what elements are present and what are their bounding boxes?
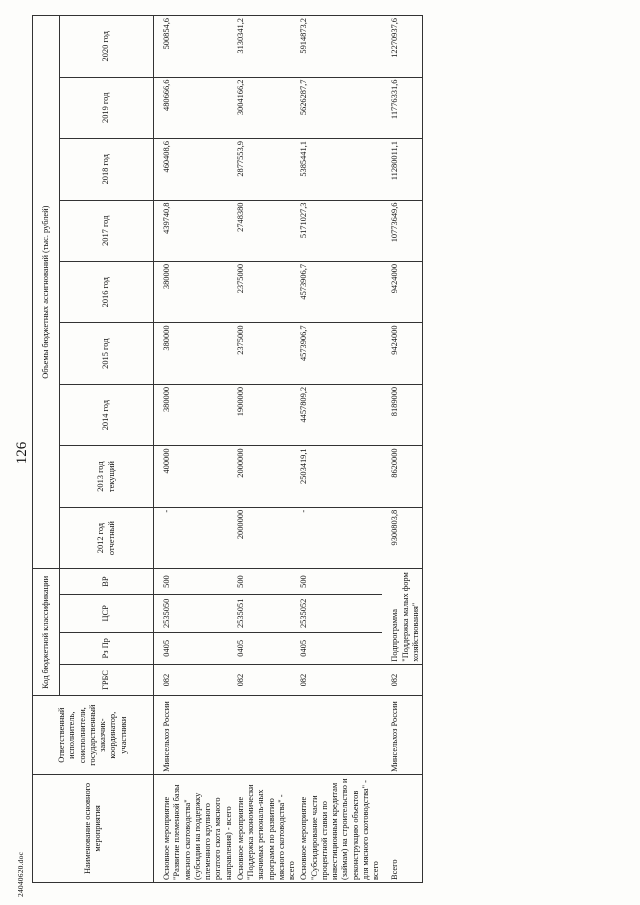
header-year: 2013 год текущий (60, 446, 154, 507)
value-cell: 2503419,1 (298, 446, 382, 507)
grbs-cell: 082 (235, 664, 299, 696)
value-cell: 10773649,6 (382, 200, 422, 261)
page-number: 126 (14, 441, 30, 465)
value-cell: 9424000 (382, 323, 422, 384)
header-year: 2016 год (60, 261, 154, 322)
header-kbk-group: Код бюджетной классификации (33, 569, 60, 696)
value-cell: 380000 (154, 384, 235, 445)
header-year: 2018 год (60, 139, 154, 200)
value-cell: 3130341,2 (235, 16, 299, 78)
value-cell: 380000 (154, 323, 235, 384)
value-cell: 4573906,7 (298, 323, 382, 384)
table-row (154, 16, 235, 883)
value-cell: 2000000 (235, 507, 299, 568)
value-cell: 2000000 (235, 446, 299, 507)
value-cell: 9300803,8 (382, 507, 422, 568)
header-vr: ВР (60, 569, 154, 594)
budget-table (32, 15, 423, 883)
header-year: 2014 год (60, 384, 154, 445)
value-cell: 5171027,3 (298, 200, 382, 261)
value-cell: 380000 (154, 261, 235, 322)
total-grbs: 082 (382, 664, 422, 696)
measure-name: Основное мероприятие "Субсидирование части процентной ставки по инвестиционным кредитам (займам) на строительство и реконструкцию объектов для мясного скотоводства" - всего (298, 774, 382, 882)
header-year: 2017 год (60, 200, 154, 261)
header-name: Наименование основного мероприятия (33, 774, 154, 882)
table-row (235, 16, 299, 883)
csr-cell: 2535051 (235, 594, 299, 632)
value-cell: 5626287,7 (298, 77, 382, 138)
value-cell: 2375000 (235, 323, 299, 384)
measure-name: Основное мероприятие "Развитие племенной базы мясного скотоводства" (субсидии на поддержку племенного крупного рогатого скота мясного направления) - всего (154, 774, 235, 882)
value-cell: 400000 (154, 446, 235, 507)
header-year: 2020 год (60, 16, 154, 78)
value-cell: - (154, 507, 235, 568)
value-cell: 480666,6 (154, 77, 235, 138)
grbs-cell: 082 (298, 664, 382, 696)
value-cell: 9424000 (382, 261, 422, 322)
header-grbs: ГРБС (60, 664, 154, 696)
vr-cell: 500 (154, 569, 235, 594)
value-cell: 5914873,2 (298, 16, 382, 78)
table-body (154, 16, 423, 883)
header-responsible: Ответственный исполнитель, соисполнители, государственный заказчик-координатор, участники (33, 696, 154, 774)
value-cell: 3004166,2 (235, 77, 299, 138)
value-cell: - (298, 507, 382, 568)
header-year: 2019 год (60, 77, 154, 138)
vr-cell: 500 (298, 569, 382, 594)
table-header (33, 16, 154, 883)
rz-pr-cell: 0405 (154, 632, 235, 664)
value-cell: 2877553,9 (235, 139, 299, 200)
responsible-cell (298, 696, 382, 774)
value-cell: 2375000 (235, 261, 299, 322)
csr-cell: 2535050 (154, 594, 235, 632)
table-row (298, 16, 382, 883)
value-cell: 500854,6 (154, 16, 235, 78)
value-cell: 11776331,6 (382, 77, 422, 138)
responsible-cell: Минсельхоз России (154, 696, 235, 774)
grbs-cell: 082 (154, 664, 235, 696)
rz-pr-cell: 0405 (298, 632, 382, 664)
value-cell: 11280011,1 (382, 139, 422, 200)
document-file-id: 24040620.doc (16, 851, 25, 897)
header-year: 2015 год (60, 323, 154, 384)
value-cell: 8189000 (382, 384, 422, 445)
value-cell: 8620000 (382, 446, 422, 507)
value-cell: 5385441,1 (298, 139, 382, 200)
value-cell: 1900000 (235, 384, 299, 445)
total-row (382, 16, 422, 883)
value-cell: 439740,8 (154, 200, 235, 261)
value-cell: 4573906,7 (298, 261, 382, 322)
csr-cell: 2535052 (298, 594, 382, 632)
total-responsible: Минсельхоз России (382, 696, 422, 774)
value-cell: 4457809,2 (298, 384, 382, 445)
responsible-cell (235, 696, 299, 774)
value-cell: 460408,6 (154, 139, 235, 200)
value-cell: 2748380 (235, 200, 299, 261)
header-rz-pr: Рз Пр (60, 632, 154, 664)
measure-name: Основное мероприятие "Поддержка экономически значимых региональ-ных программ по развитию мясного скотоводства" - всего (235, 774, 299, 882)
total-label: Всего (382, 774, 422, 882)
value-cell: 12270937,6 (382, 16, 422, 78)
header-csr: ЦСР (60, 594, 154, 632)
header-year: 2012 год отчетный (60, 507, 154, 568)
vr-cell: 500 (235, 569, 299, 594)
subprogram-title: Подпрограмма "Поддержка малых форм хозяйствования" (382, 569, 422, 664)
rz-pr-cell: 0405 (235, 632, 299, 664)
header-volumes-group: Объемы бюджетных ассигнований (тыс. рублей) (33, 16, 60, 569)
